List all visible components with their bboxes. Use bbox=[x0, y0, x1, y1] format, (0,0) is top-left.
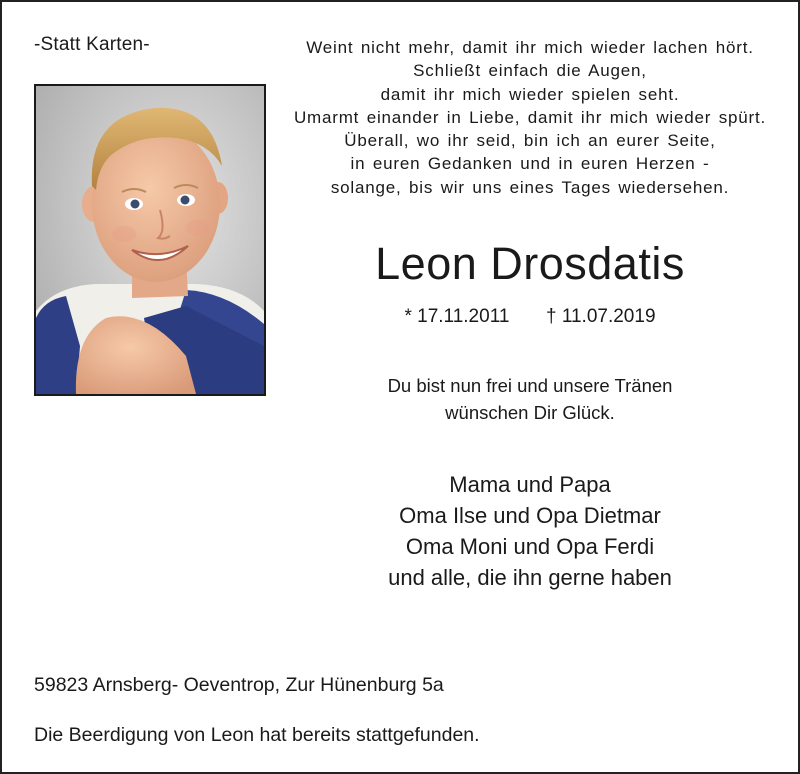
mourner-line: Mama und Papa bbox=[449, 472, 611, 497]
mourners-list bbox=[270, 469, 790, 593]
poem-line: solange, bis wir uns eines Tages wiedersehen. bbox=[330, 177, 730, 197]
death-date: † 11.07.2019 bbox=[545, 306, 656, 327]
poem-line: Weint nicht mehr, damit ihr mich wieder lachen hört. bbox=[306, 38, 754, 57]
poem-line: Umarmt einander in Liebe, damit ihr mich wieder spürt. bbox=[293, 107, 767, 127]
poem bbox=[270, 36, 790, 199]
quote bbox=[270, 372, 790, 426]
quote-line: Du bist nun frei und unsere Tränen bbox=[387, 375, 673, 396]
poem-line: Überall, wo ihr seid, bin ich an eurer Seite, bbox=[344, 131, 716, 151]
poem-line: Schließt einfach die Augen, bbox=[413, 61, 647, 81]
mourner-line: und alle, die ihn gerne haben bbox=[388, 565, 672, 590]
deceased-name: Leon Drosdatis bbox=[375, 238, 685, 289]
statt-karten-label: -Statt Karten- bbox=[34, 34, 150, 55]
poem-line: damit ihr mich wieder spielen seht. bbox=[380, 84, 680, 104]
family-address: 59823 Arnsberg- Oeventrop, Zur Hünenburg 5a bbox=[34, 674, 444, 696]
birth-date: * 17.11.2011 bbox=[404, 306, 510, 327]
mourner-line: Oma Moni und Opa Ferdi bbox=[405, 534, 655, 559]
poem-line: in euren Gedanken und in euren Herzen - bbox=[350, 154, 710, 174]
mourner-line: Oma Ilse und Opa Dietmar bbox=[399, 503, 661, 528]
quote-line: wünschen Dir Glück. bbox=[445, 402, 615, 423]
life-dates bbox=[270, 306, 790, 328]
burial-note: Die Beerdigung von Leon hat bereits stattgefunden. bbox=[34, 724, 480, 746]
portrait-photo bbox=[34, 84, 266, 396]
